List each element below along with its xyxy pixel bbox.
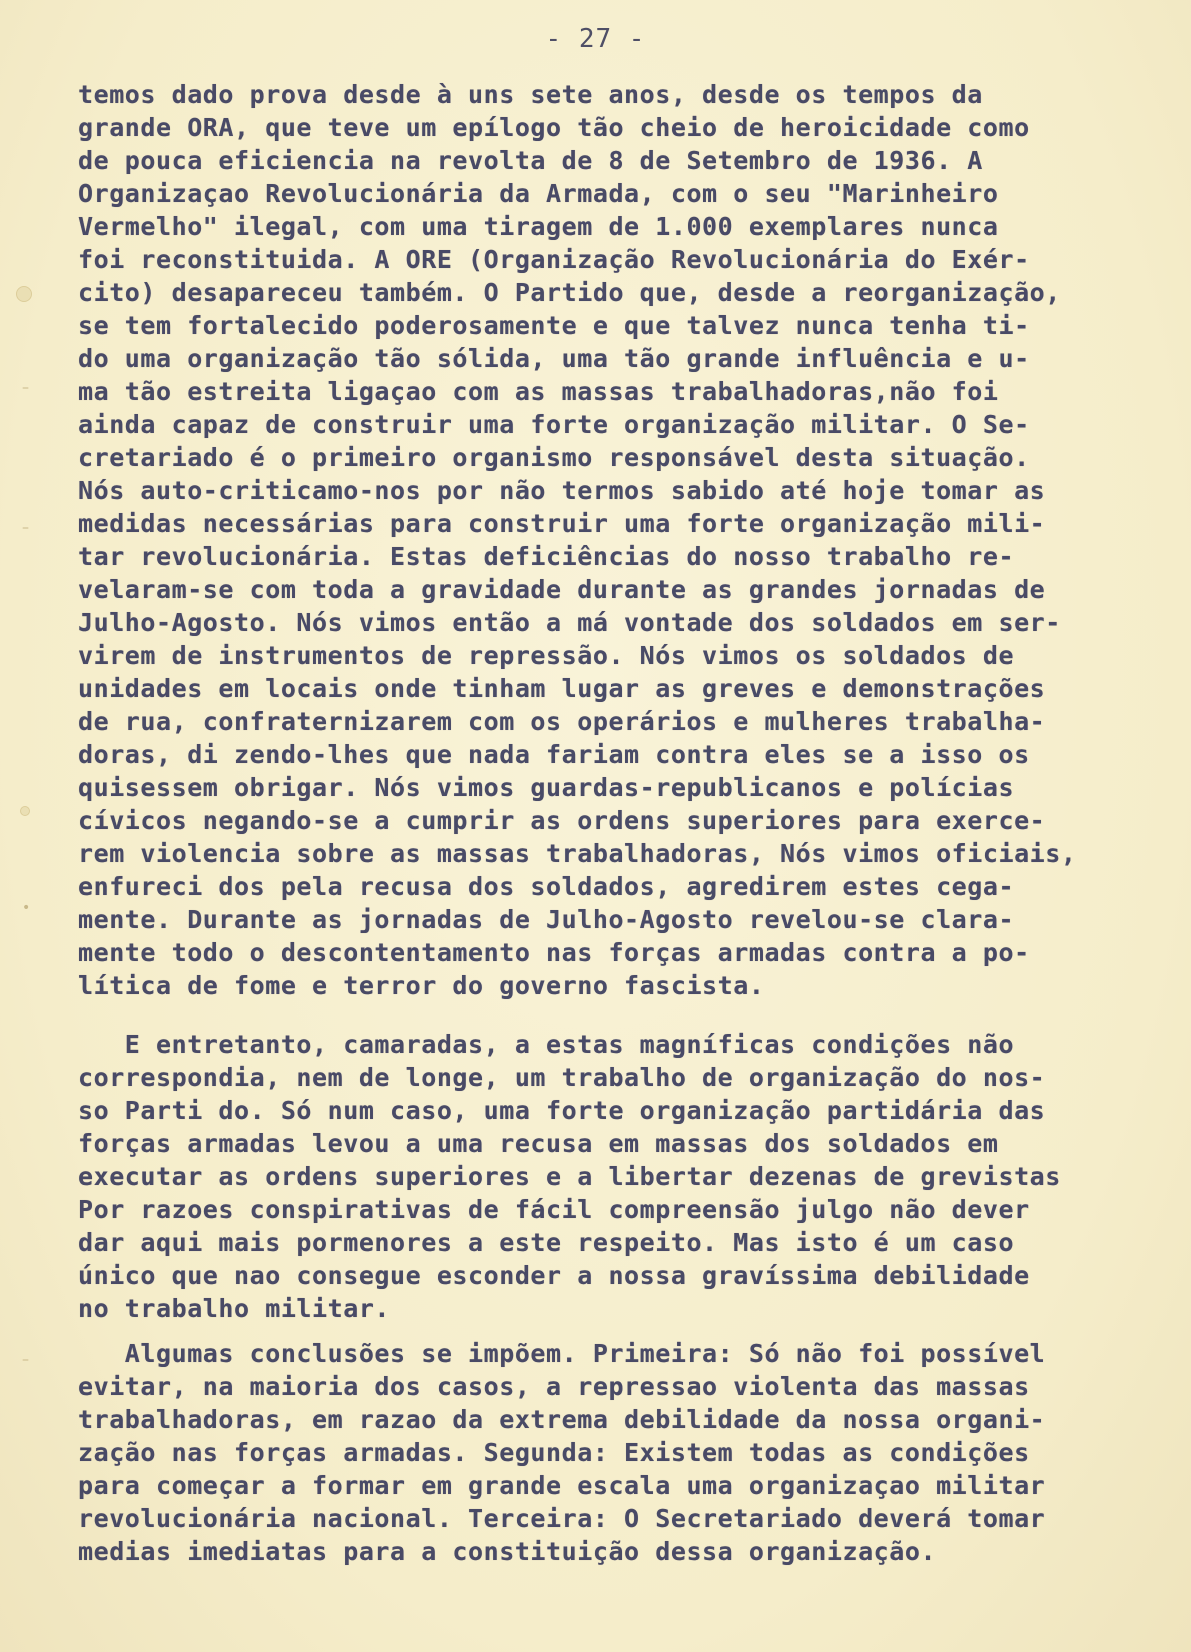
text-line: para começar a formar em grande escala uma organizaçao militar — [78, 1471, 1046, 1500]
text-line: foi reconstituida. A ORE (Organização Revolucionária do Exér- — [78, 245, 1030, 274]
text-line: Julho-Agosto. Nós vimos então a má vontade dos soldados em ser- — [78, 608, 1061, 637]
text-line: único que nao consegue esconder a nossa gravíssima debilidade — [78, 1261, 1030, 1290]
text-line: so Parti do. Só num caso, uma forte organização partidária das — [78, 1096, 1046, 1125]
text-line: quisessem obrigar. Nós vimos guardas-republicanos e polícias — [78, 773, 1015, 802]
text-line: medias imediatas para a constituição dessa organização. — [78, 1537, 937, 1566]
margin-mark: • — [22, 900, 31, 916]
text-line: cito) desapareceu também. O Partido que, desde a reorganização, — [78, 278, 1061, 307]
paragraph — [78, 1028, 1168, 1325]
text-line: executar as ordens superiores e a libertar dezenas de grevistas — [78, 1162, 1061, 1191]
text-line: evitar, na maioria dos casos, a repressao violenta das massas — [78, 1372, 1030, 1401]
text-line: temos dado prova desde à uns sete anos, desde os tempos da — [78, 80, 983, 109]
text-line: Organizaçao Revolucionária da Armada, com o seu "Marinheiro — [78, 179, 999, 208]
text-line: mente. Durante as jornadas de Julho-Agosto revelou-se clara- — [78, 905, 1015, 934]
text-line: enfureci dos pela recusa dos soldados, agredirem estes cega- — [78, 872, 1015, 901]
margin-mark: – — [22, 520, 29, 536]
punch-hole — [20, 806, 30, 816]
margin-mark: – — [22, 1352, 29, 1368]
text-line: Por razoes conspirativas de fácil compreensão julgo não dever — [78, 1195, 1030, 1224]
text-line: de rua, confraternizarem com os operários e mulheres trabalha- — [78, 707, 1046, 736]
text-line: E entretanto, camaradas, a estas magníficas condições não — [78, 1030, 1015, 1059]
text-line: correspondia, nem de longe, um trabalho de organização do nos- — [78, 1063, 1046, 1092]
text-line: se tem fortalecido poderosamente e que talvez nunca tenha ti- — [78, 311, 1030, 340]
text-line: velaram-se com toda a gravidade durante as grandes jornadas de — [78, 575, 1046, 604]
text-line: revolucionária nacional. Terceira: O Secretariado deverá tomar — [78, 1504, 1046, 1533]
paragraph — [78, 1337, 1168, 1568]
text-line: lítica de fome e terror do governo fascista. — [78, 971, 765, 1000]
page-number: - 27 - — [545, 24, 646, 54]
text-line: unidades em locais onde tinham lugar as greves e demonstrações — [78, 674, 1046, 703]
text-line: cívicos negando-se a cumprir as ordens superiores para exerce- — [78, 806, 1046, 835]
text-line: ma tão estreita ligaçao com as massas trabalhadoras,não foi — [78, 377, 999, 406]
punch-hole — [16, 286, 32, 302]
text-line: ainda capaz de construir uma forte organização militar. O Se- — [78, 410, 1030, 439]
text-line: dar aqui mais pormenores a este respeito. Mas isto é um caso — [78, 1228, 1015, 1257]
text-line: de pouca eficiencia na revolta de 8 de Setembro de 1936. A — [78, 146, 983, 175]
margin-mark: – — [22, 380, 29, 396]
text-line: tar revolucionária. Estas deficiências do nosso trabalho re- — [78, 542, 1015, 571]
text-line: virem de instrumentos de repressão. Nós vimos os soldados de — [78, 641, 1015, 670]
text-line: trabalhadoras, em razao da extrema debilidade da nossa organi- — [78, 1405, 1046, 1434]
text-line: forças armadas levou a uma recusa em massas dos soldados em — [78, 1129, 999, 1158]
text-line: mente todo o descontentamento nas forças armadas contra a po- — [78, 938, 1030, 967]
text-line: Nós auto-criticamo-nos por não termos sabido até hoje tomar as — [78, 476, 1046, 505]
text-line: do uma organização tão sólida, uma tão grande influência e u- — [78, 344, 1030, 373]
text-line: cretariado é o primeiro organismo responsável desta situação. — [78, 443, 1030, 472]
text-line: Algumas conclusões se impõem. Primeira: Só não foi possível — [78, 1339, 1046, 1368]
text-line: Vermelho" ilegal, com uma tiragem de 1.000 exemplares nunca — [78, 212, 999, 241]
text-line: grande ORA, que teve um epílogo tão cheio de heroicidade como — [78, 113, 1030, 142]
paragraph — [78, 78, 1168, 1002]
text-line: rem violencia sobre as massas trabalhadoras, Nós vimos oficiais, — [78, 839, 1077, 868]
text-line: zação nas forças armadas. Segunda: Existem todas as condições — [78, 1438, 1030, 1467]
text-line: no trabalho militar. — [78, 1294, 391, 1323]
text-line: medidas necessárias para construir uma forte organização mili- — [78, 509, 1046, 538]
text-line: doras, di zendo-lhes que nada fariam contra eles se a isso os — [78, 740, 1030, 769]
